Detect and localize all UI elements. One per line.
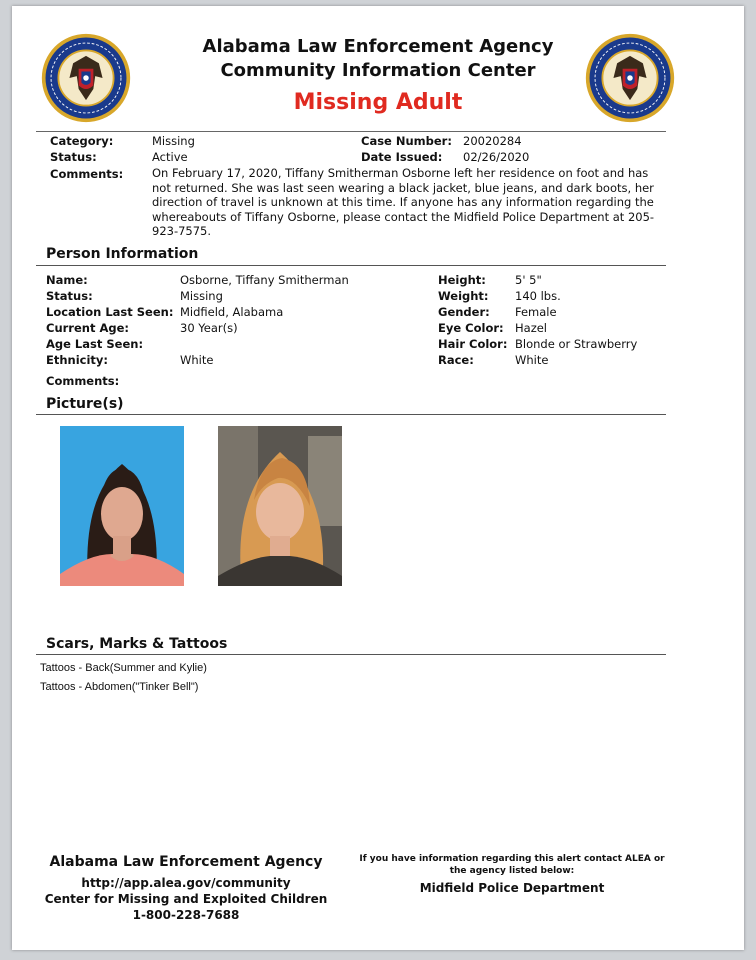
location-label: Location Last Seen: — [46, 305, 174, 319]
case-status-value: Active — [152, 150, 188, 164]
eye-color-label: Eye Color: — [438, 321, 504, 335]
person-info-title: Person Information — [46, 246, 199, 262]
age-last-seen-label: Age Last Seen: — [46, 337, 144, 351]
person-comments-label: Comments: — [46, 374, 120, 388]
pictures-divider — [36, 414, 666, 415]
gender-value: Female — [515, 305, 557, 319]
tattoo-item: Tattoos - Abdomen("Tinker Bell") — [40, 681, 199, 693]
height-label: Height: — [438, 273, 486, 287]
footer-center: Center for Missing and Exploited Children — [44, 892, 328, 906]
name-label: Name: — [46, 273, 88, 287]
case-comments-label: Comments: — [50, 167, 124, 181]
eye-color-value: Hazel — [515, 321, 548, 335]
hair-color-value: Blonde or Strawberry — [515, 337, 638, 351]
alert-page — [12, 6, 744, 950]
header-divider — [36, 131, 666, 132]
person-status-value: Missing — [180, 289, 223, 303]
location-value: Midfield, Alabama — [180, 305, 284, 319]
age-label: Current Age: — [46, 321, 129, 335]
header-center: Community Information Center — [220, 60, 536, 81]
hair-color-label: Hair Color: — [438, 337, 508, 351]
race-label: Race: — [438, 353, 474, 367]
ethnicity-label: Ethnicity: — [46, 353, 109, 367]
footer-contact-agency: Midfield Police Department — [419, 881, 605, 895]
age-value: 30 Year(s) — [180, 321, 238, 335]
gender-label: Gender: — [438, 305, 490, 319]
name-value: Osborne, Tiffany Smitherman — [180, 273, 349, 287]
case-status-label: Status: — [50, 150, 97, 164]
category-label: Category: — [50, 134, 114, 148]
marks-title: Scars, Marks & Tattoos — [46, 636, 228, 652]
missing-person-photo-2 — [218, 426, 342, 586]
date-issued-label: Date Issued: — [361, 150, 443, 164]
date-issued-value: 02/26/2020 — [463, 150, 530, 164]
tattoo-item: Tattoos - Back(Summer and Kylie) — [40, 662, 207, 674]
person-status-label: Status: — [46, 289, 93, 303]
case-comments-text: On February 17, 2020, Tiffany Smitherman Osborne left her residence on foot and has not returned. She was last seen wearing a black jacket, blue jeans, and dark boots, her direction of travel is unknown at this time. If anyone has any information regarding the whereabouts of Tiffany Osborne, please contact the Midfield Police Department at 205-923-7575. — [152, 166, 655, 239]
footer-contact-line-1: If you have information regarding this alert contact ALEA or — [359, 854, 665, 864]
ethnicity-value: White — [180, 353, 214, 367]
footer-agency: Alabama Law Enforcement Agency — [49, 854, 323, 870]
case-number-value: 20020284 — [463, 134, 522, 148]
missing-person-photo-1 — [60, 426, 184, 586]
pictures-title: Picture(s) — [46, 396, 124, 412]
category-value: Missing — [152, 134, 195, 148]
footer-contact-line-2: the agency listed below: — [449, 866, 575, 876]
weight-value: 140 lbs. — [515, 289, 561, 303]
case-number-label: Case Number: — [361, 134, 452, 148]
footer-url[interactable]: http://app.alea.gov/community — [81, 876, 291, 890]
header-alert-type: Missing Adult — [293, 90, 463, 115]
height-value: 5' 5" — [515, 273, 542, 287]
person-info-divider — [36, 265, 666, 266]
weight-label: Weight: — [438, 289, 489, 303]
marks-divider — [36, 654, 666, 655]
footer-phone: 1-800-228-7688 — [132, 908, 240, 922]
race-value: White — [515, 353, 549, 367]
header-agency: Alabama Law Enforcement Agency — [202, 36, 554, 57]
